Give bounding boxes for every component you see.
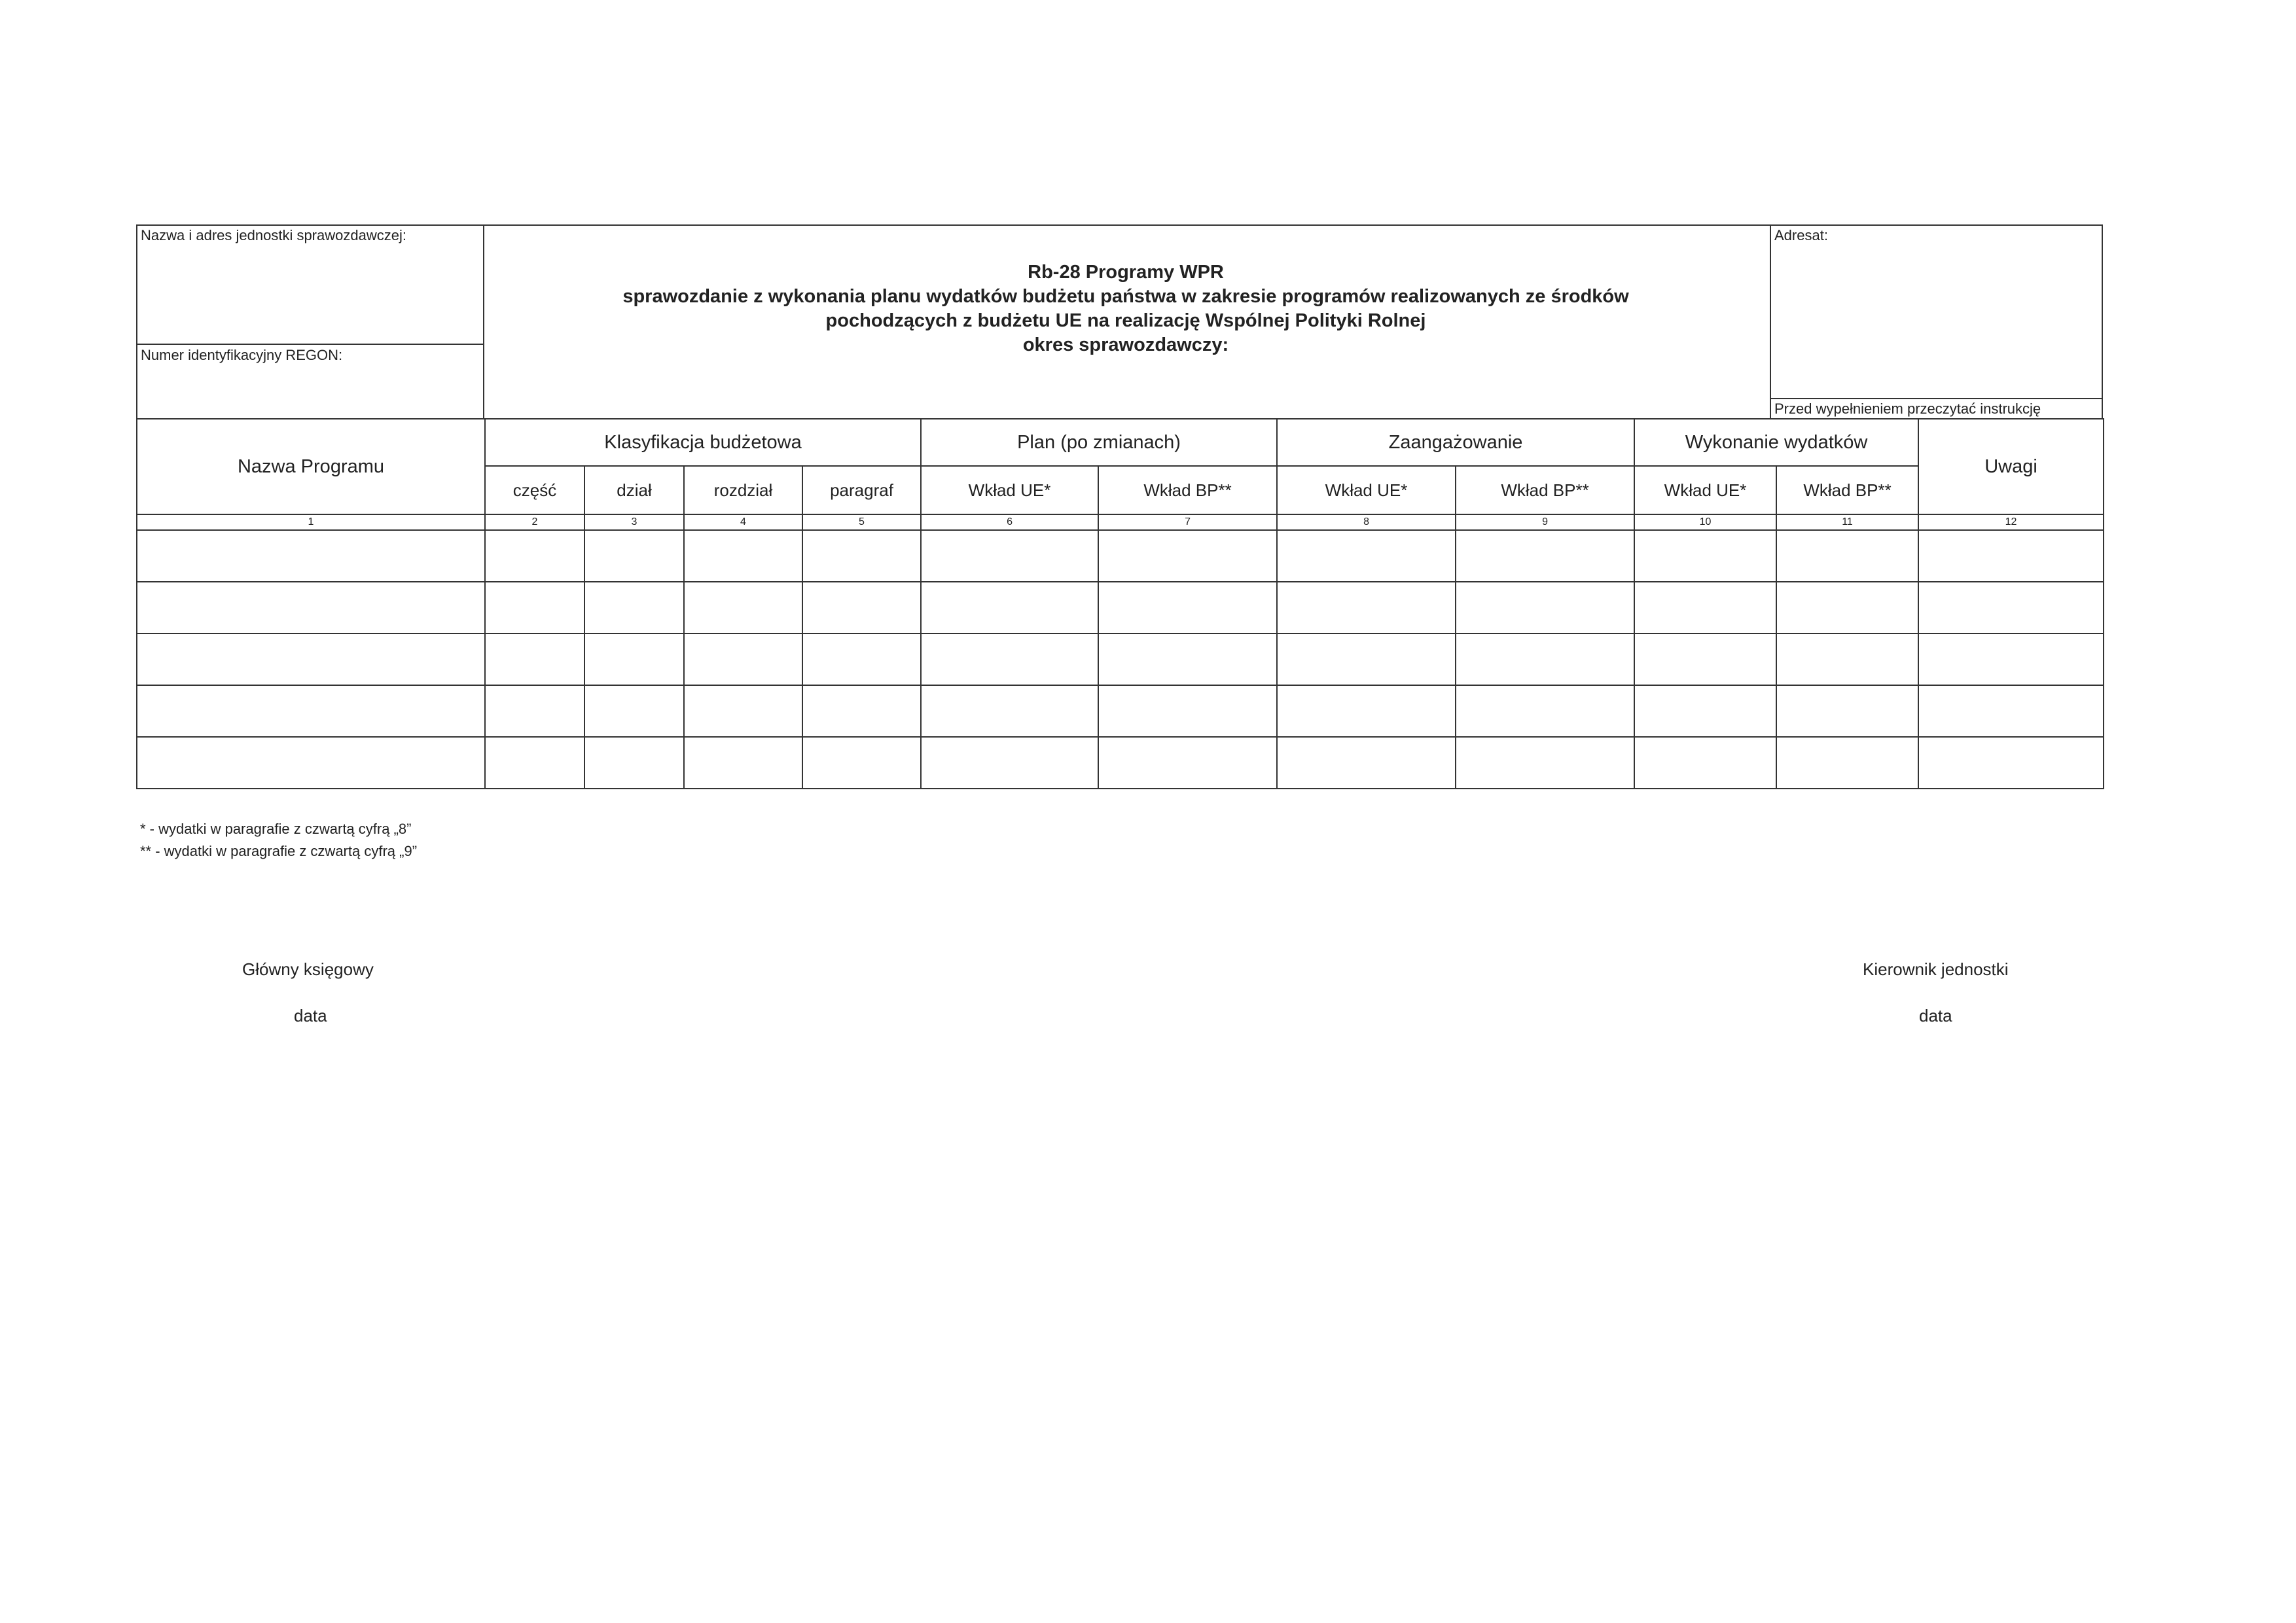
sub-chapter: rozdział xyxy=(684,466,802,514)
table-cell[interactable] xyxy=(921,633,1098,685)
table-cell[interactable] xyxy=(1776,633,1918,685)
table-cell[interactable] xyxy=(1098,737,1277,789)
table-cell[interactable] xyxy=(1918,737,2104,789)
group-execution: Wykonanie wydatków xyxy=(1634,419,1918,466)
table-row xyxy=(137,633,2104,685)
group-commitment: Zaangażowanie xyxy=(1277,419,1634,466)
table-cell[interactable] xyxy=(1918,530,2104,582)
table-cell[interactable] xyxy=(1277,582,1456,633)
table-row xyxy=(137,685,2104,737)
table-cell[interactable] xyxy=(1634,737,1776,789)
footnotes xyxy=(140,818,417,863)
column-number: 5 xyxy=(802,514,921,530)
sub-plan-ue: Wkład UE* xyxy=(921,466,1098,514)
title-form-code: Rb-28 Programy WPR xyxy=(1028,262,1224,283)
table-cell[interactable] xyxy=(1456,685,1634,737)
table-cell[interactable] xyxy=(485,737,584,789)
column-number-row xyxy=(137,514,2104,530)
table-cell[interactable] xyxy=(1634,530,1776,582)
table-cell[interactable] xyxy=(1456,582,1634,633)
sub-part: część xyxy=(485,466,584,514)
table-cell[interactable] xyxy=(485,582,584,633)
chief-accountant-label: Główny księgowy xyxy=(242,959,374,979)
table-cell[interactable] xyxy=(1456,530,1634,582)
table-cell[interactable] xyxy=(137,737,485,789)
table-cell[interactable] xyxy=(1277,737,1456,789)
title-period: okres sprawozdawczy: xyxy=(1022,334,1229,355)
table-cell[interactable] xyxy=(485,633,584,685)
table-cell[interactable] xyxy=(1456,737,1634,789)
table-cell[interactable] xyxy=(921,530,1098,582)
unit-name-label: Nazwa i adres jednostki sprawozdawczej: xyxy=(141,227,406,243)
table-cell[interactable] xyxy=(802,633,921,685)
sub-commitment-ue: Wkład UE* xyxy=(1277,466,1456,514)
table-cell[interactable] xyxy=(137,582,485,633)
column-number: 1 xyxy=(137,514,485,530)
table-row xyxy=(137,737,2104,789)
table-cell[interactable] xyxy=(1918,582,2104,633)
table-cell[interactable] xyxy=(137,530,485,582)
unit-name-box[interactable] xyxy=(136,224,484,345)
column-number: 9 xyxy=(1456,514,1634,530)
column-number: 10 xyxy=(1634,514,1776,530)
sub-commitment-bp: Wkład BP** xyxy=(1456,466,1634,514)
instruction-note-box xyxy=(1770,398,2103,419)
table-cell[interactable] xyxy=(1776,582,1918,633)
table-cell[interactable] xyxy=(1918,685,2104,737)
column-number: 4 xyxy=(684,514,802,530)
table-row xyxy=(137,582,2104,633)
table-cell[interactable] xyxy=(1776,685,1918,737)
table-cell[interactable] xyxy=(1634,582,1776,633)
table-cell[interactable] xyxy=(1098,685,1277,737)
column-number: 11 xyxy=(1776,514,1918,530)
table-cell[interactable] xyxy=(802,737,921,789)
footnote-bp: ** - wydatki w paragrafie z czwartą cyfrą „9” xyxy=(140,843,418,859)
instruction-note: Przed wypełnieniem przeczytać instrukcję xyxy=(1774,401,2041,417)
table-cell[interactable] xyxy=(684,737,802,789)
table-cell[interactable] xyxy=(684,530,802,582)
table-cell[interactable] xyxy=(1098,530,1277,582)
table-cell[interactable] xyxy=(1776,530,1918,582)
sub-plan-bp: Wkład BP** xyxy=(1098,466,1277,514)
table-cell[interactable] xyxy=(684,685,802,737)
table-cell[interactable] xyxy=(1277,530,1456,582)
table-cell[interactable] xyxy=(1918,633,2104,685)
sub-division: dział xyxy=(584,466,684,514)
group-plan: Plan (po zmianach) xyxy=(921,419,1277,466)
table-cell[interactable] xyxy=(921,582,1098,633)
addressee-box[interactable] xyxy=(1770,224,2103,399)
table-cell[interactable] xyxy=(485,685,584,737)
table-cell[interactable] xyxy=(802,685,921,737)
table-cell[interactable] xyxy=(1634,633,1776,685)
table-cell[interactable] xyxy=(802,582,921,633)
regon-box[interactable] xyxy=(136,344,484,419)
title-description-line1: sprawozdanie z wykonania planu wydatków budżetu państwa w zakresie programów realizowanych ze środków xyxy=(622,286,1629,307)
col-program-name: Nazwa Programu xyxy=(137,419,485,514)
regon-label: Numer identyfikacyjny REGON: xyxy=(141,347,343,363)
table-cell[interactable] xyxy=(1776,737,1918,789)
header-row-groups xyxy=(137,419,2104,466)
table-cell[interactable] xyxy=(584,737,684,789)
table-cell[interactable] xyxy=(485,530,584,582)
report-title xyxy=(483,224,1768,418)
table-cell[interactable] xyxy=(921,685,1098,737)
table-cell[interactable] xyxy=(584,685,684,737)
table-cell[interactable] xyxy=(1634,685,1776,737)
column-number: 2 xyxy=(485,514,584,530)
report-table xyxy=(136,418,2104,789)
sub-execution-ue: Wkład UE* xyxy=(1634,466,1776,514)
table-cell[interactable] xyxy=(1277,685,1456,737)
unit-head-date-label: data xyxy=(1919,1006,1952,1026)
title-description-line2: pochodzących z budżetu UE na realizację Wspólnej Polityki Rolnej xyxy=(825,310,1426,331)
unit-head-label: Kierownik jednostki xyxy=(1863,959,2009,979)
table-cell[interactable] xyxy=(137,633,485,685)
table-cell[interactable] xyxy=(1277,633,1456,685)
table-row xyxy=(137,530,2104,582)
column-number: 3 xyxy=(584,514,684,530)
sub-paragraph: paragraf xyxy=(802,466,921,514)
table-cell[interactable] xyxy=(1098,582,1277,633)
sub-execution-bp: Wkład BP** xyxy=(1776,466,1918,514)
table-cell[interactable] xyxy=(1098,633,1277,685)
chief-accountant-date-label: data xyxy=(294,1006,327,1026)
table-cell[interactable] xyxy=(137,685,485,737)
column-number: 8 xyxy=(1277,514,1456,530)
column-number: 6 xyxy=(921,514,1098,530)
col-remarks: Uwagi xyxy=(1918,419,2104,514)
addressee-label: Adresat: xyxy=(1774,227,1828,243)
table-cell[interactable] xyxy=(921,737,1098,789)
report-header xyxy=(136,224,2103,419)
group-budget-classification: Klasyfikacja budżetowa xyxy=(485,419,921,466)
column-number: 12 xyxy=(1918,514,2104,530)
table-cell[interactable] xyxy=(1456,633,1634,685)
table-cell[interactable] xyxy=(802,530,921,582)
table-cell[interactable] xyxy=(684,582,802,633)
table-cell[interactable] xyxy=(584,633,684,685)
column-number: 7 xyxy=(1098,514,1277,530)
footnote-ue: * - wydatki w paragrafie z czwartą cyfrą „8” xyxy=(140,821,412,837)
table-cell[interactable] xyxy=(584,582,684,633)
table-cell[interactable] xyxy=(584,530,684,582)
table-cell[interactable] xyxy=(684,633,802,685)
